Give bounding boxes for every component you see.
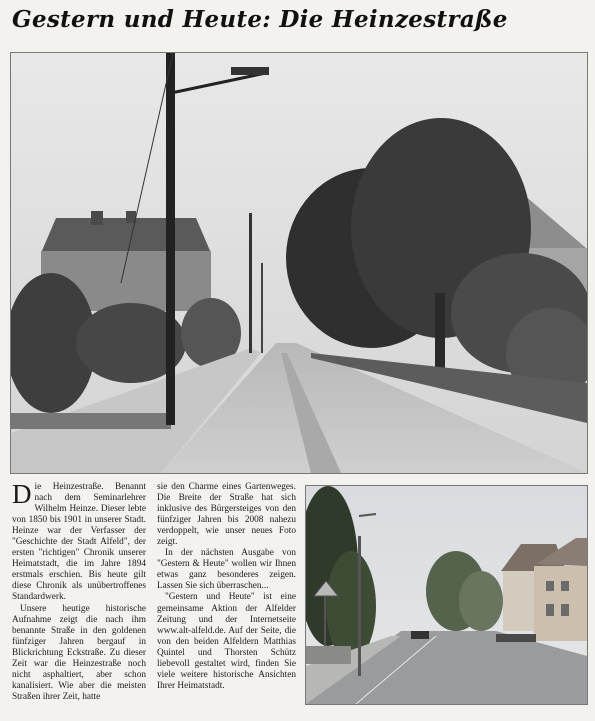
article-column-2 [157, 482, 296, 692]
drop-cap: D [12, 479, 32, 509]
article-paragraph: sie den Charme eines Gartenweges. Die Breite der Straße hat sich inklusive des Bürgersteiges von den fünfziger Jahren bis 2008 nahezu verdoppelt, wie unser neues Foto zeigt. [157, 482, 296, 548]
page-title: Gestern und Heute: Die Heinzestraße [12, 6, 508, 33]
modern-street-photo [305, 485, 588, 705]
article-column-1 [12, 479, 146, 703]
paragraph-text: ie Heinzestraße. Benannt nach dem Seminarlehrer Wilhelm Heinze. Dieser lebte von 1850 bis 1901 in unserer Stadt. Heinze war der Verfasser der "Geschichte der Stadt Alfeld", der ersten "richtigen" Chronik unserer Heimatstadt, die im Jahre 1894 erstmals erschien. Bis heute gilt diese Chronik als unübertroffenes Standardwerk. [12, 482, 146, 603]
article-paragraph: Unsere heutige historische Aufnahme zeigt die nach ihm benannte Straße in den goldenen fünfziger Jahren bergauf in Blickrichtung Eckstraße. Zu dieser Zeit war die Heinzestraße noch nicht asphaltiert, aber schon kanalisiert. Wie aber die meisten Straßen ihrer Zeit, hatte [12, 603, 146, 702]
article-paragraph [12, 479, 146, 604]
article-paragraph: In der nächsten Ausgabe von "Gestern & Heute" wollen wir Ihnen etwas ganz besonderes zeigen. Lassen Sie sich überraschen... [157, 548, 296, 592]
article-paragraph: "Gestern und Heute" ist eine gemeinsame Aktion der Alfelder Zeitung und der Internetseite www.alt-alfeld.de. Auf der Seite, die von den beiden Alfeldern Matthias Quintel und Thorsten Schütz liebevoll gestaltet wird, finden Sie viele weitere historische Ansichten Ihrer Heimatstadt. [157, 592, 296, 691]
historic-street-photo [10, 52, 588, 474]
